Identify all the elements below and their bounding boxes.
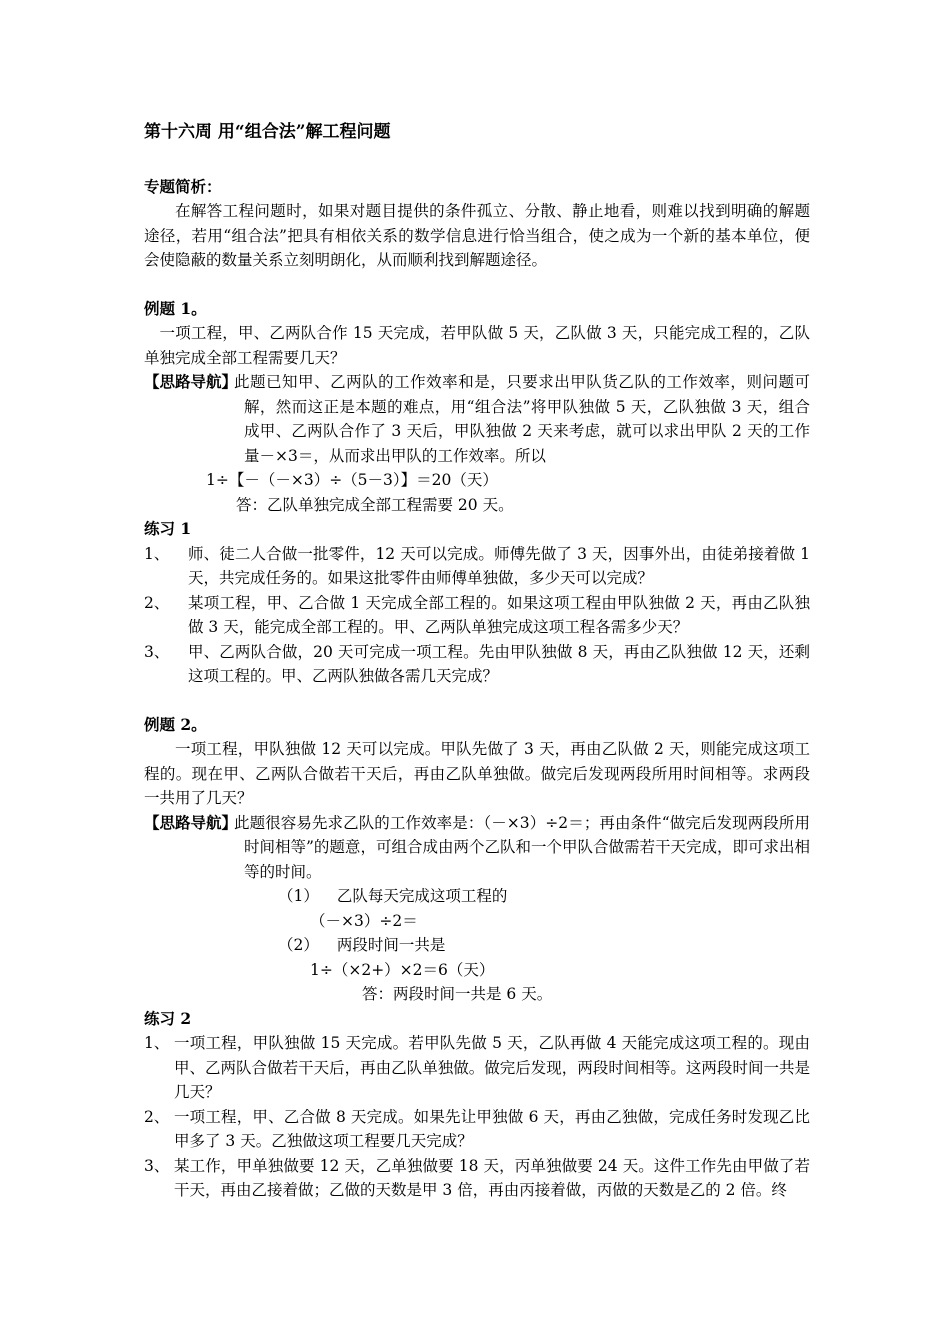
practice1-heading: 练习 1 (144, 519, 192, 538)
intro-heading: 专题简析： (144, 176, 222, 196)
guide-label: 【思路导航】 (144, 372, 238, 391)
example2-guide (144, 811, 810, 885)
example2-problem: 一项工程，甲队独做 12 天可以完成。甲队先做了 3 天，再由乙队做 2 天，则能完成这项工程的。现在甲、乙两队合做若干天后，再由乙队单独做。做完后发现两段所用时间相等。求两段一共用了几天？ (144, 740, 810, 807)
example2-answer: 答：两段时间一共是 6 天。 (362, 985, 553, 1003)
step1-line (144, 884, 810, 909)
step-text: 乙队每天完成这项工程的 (336, 887, 508, 905)
step2-formula: 1÷（×2+）×2＝6（天） (310, 960, 495, 979)
item-text: 某项工程，甲、乙合做 1 天完成全部工程的。如果这项工程由甲队独做 2 天，再由乙队独做 3 天，能完成全部工程的。甲、乙两队单独完成这项工程各需多少天？ (188, 593, 810, 636)
example1-guide (144, 370, 810, 468)
item-number: 3、 (144, 1156, 170, 1175)
step-label: （2） (278, 936, 319, 954)
step2-line (144, 933, 810, 958)
practice1-item (144, 542, 810, 591)
example1-answer: 答：乙队单独完成全部工程需要 20 天。 (236, 495, 514, 514)
document-body (144, 120, 810, 1203)
item-number: 2、 (144, 593, 170, 612)
spacer (144, 689, 810, 713)
guide-label: 【思路导航】 (144, 812, 238, 832)
item-number: 3、 (144, 642, 170, 661)
guide-text: 此题很容易先求乙队的工作效率是：（－×3）÷2＝；再由条件“做完后发现两段所用时间相等”的题意，可组合成由两个乙队和一个甲队合做需若干天完成，即可求出相等的时间。 (234, 813, 810, 881)
item-number: 1、 (144, 544, 170, 563)
step1-formula: （－×3）÷2＝ (310, 911, 418, 930)
intro-paragraph: 在解答工程问题时，如果对题目提供的条件孤立、分散、静止地看，则难以找到明确的解题途径，若用“组合法”把具有相依关系的数学信息进行恰当组合，使之成为一个新的基本单位，便会使隐蔽的数量关系立刻明朗化，从而顺利找到解题途径。 (144, 202, 810, 269)
step-label: （1） (278, 887, 319, 905)
example1-problem: 一项工程，甲、乙两队合作 15 天完成，若甲队做 5 天，乙队做 3 天，只能完成工程的，乙队单独完成全部工程需要几天？ (144, 324, 810, 367)
practice1-item (144, 640, 810, 689)
item-text: 甲、乙两队合做，20 天可完成一项工程。先由甲队独做 8 天，再由乙队独做 12 天，还剩这项工程的。甲、乙两队独做各需几天完成？ (188, 642, 810, 685)
item-text: 一项工程，甲队独做 15 天完成。若甲队先做 5 天，乙队再做 4 天能完成这项工程的。现由甲、乙两队合做若干天后，再由乙队单独做。做完后发现，两段时间相等。这两段时间一共是几天？ (174, 1034, 810, 1101)
item-text: 一项工程，甲、乙合做 8 天完成。如果先让甲独做 6 天，再由乙独做，完成任务时发现乙比甲多了 3 天。乙独做这项工程要几天完成？ (174, 1107, 810, 1150)
item-number: 2、 (144, 1107, 170, 1126)
page-title: 第十六周 用“组合法”解工程问题 (144, 122, 391, 142)
practice2-item (144, 1031, 810, 1105)
practice2-heading: 练习 2 (144, 1008, 192, 1028)
guide-text: 此题已知甲、乙两队的工作效率和是，只要求出甲队货乙队的工作效率，则问题可解，然而这正是本题的难点，用“组合法”将甲队独做 5 天，乙队独做 3 天，组合成甲、乙两队合作了 3 天后，甲队独做 2 天来考虑，就可以求出甲队 2 天的工作量－×3＝，从而求出甲队的工作效率。所以 (234, 373, 810, 465)
item-text: 师、徒二人合做一批零件，12 天可以完成。师傅先做了 3 天，因事外出，由徒弟接着做 1 天，共完成任务的。如果这批零件由师傅单独做，多少天可以完成？ (188, 544, 810, 587)
practice2-item (144, 1154, 810, 1203)
example1-heading: 例题 1。 (144, 298, 207, 318)
practice2-item (144, 1105, 810, 1154)
practice1-item (144, 591, 810, 640)
example2-heading: 例题 2。 (144, 714, 207, 734)
item-text: 某工作，甲单独做要 12 天，乙单独做要 18 天，丙单独做要 24 天。这件工作先由甲做了若干天，再由乙接着做；乙做的天数是甲 3 倍，再由丙接着做，丙做的天数是乙的 2 倍。终 (174, 1156, 810, 1199)
item-number: 1、 (144, 1034, 170, 1052)
step-text: 两段时间一共是 (336, 936, 446, 954)
example1-formula: 1÷【－（－×3）÷（5－3）】＝20（天） (206, 471, 498, 489)
spacer (144, 273, 810, 297)
